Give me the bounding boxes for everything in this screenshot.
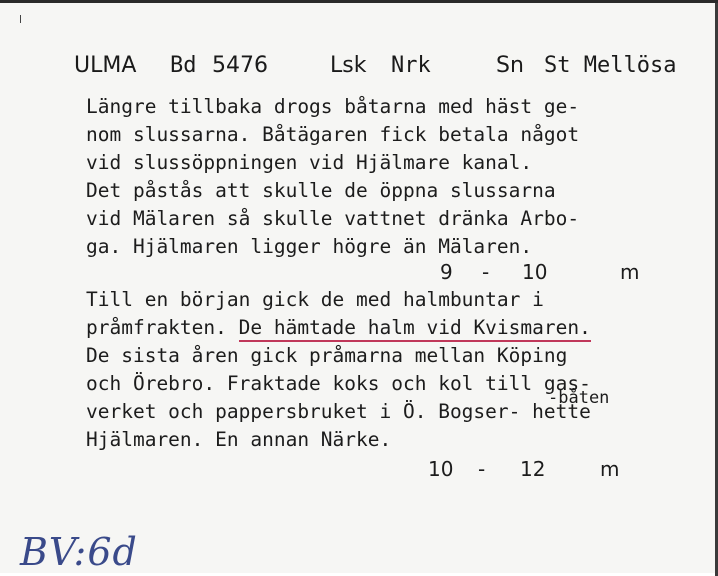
page-ref-unit: m <box>620 260 640 284</box>
text-line: och Örebro. Fraktade koks och kol till gas- <box>86 372 591 395</box>
volume-label: Bd <box>170 53 197 78</box>
corner-mark <box>20 15 21 23</box>
text-line: nom slussarna. Båtägaren fick betala något <box>86 123 580 146</box>
text-line: verket och pappersbruket i Ö. Bogser- hette <box>86 400 591 423</box>
landskap-value: Nrk <box>391 53 431 78</box>
text-line: ga. Hjälmaren ligger högre än Mälaren. <box>86 235 533 258</box>
record-number: 5476 <box>212 53 268 78</box>
archive-code: ULMA <box>74 53 137 78</box>
underlined-phrase: De hämtade halm vid Kvismaren. <box>239 316 591 342</box>
landskap-label: Lsk <box>330 53 367 78</box>
text-line: Till en början gick de med halmbuntar i <box>86 288 544 311</box>
text-line: Hjälmaren. En annan Närke. <box>86 428 392 451</box>
text-line: vid Mälaren så skulle vattnet dränka Arbo- <box>86 207 580 230</box>
page-ref-to: 10 <box>522 260 548 284</box>
socken-value: St Mellösa <box>544 53 677 78</box>
page-ref-unit: m <box>600 457 620 481</box>
text-line: Det påstås att skulle de öppna slussarna <box>86 179 556 202</box>
text-line: Längre tillbaka drogs båtarna med häst ge- <box>86 95 580 118</box>
page-ref-to: 12 <box>520 457 546 481</box>
handwritten-classification: BV:6d <box>20 530 138 574</box>
text-line: vid slussöppningen vid Hjälmare kanal. <box>86 151 533 174</box>
text-line-with-underline <box>86 314 591 342</box>
interlinear-insert: -båten <box>548 388 610 408</box>
socken-label: Sn <box>496 53 524 78</box>
page-ref-dash: - <box>478 457 486 481</box>
page-ref-from: 9 <box>440 260 453 284</box>
text-line: De sista åren gick pråmarna mellan Köping <box>86 344 568 367</box>
page-ref-from: 10 <box>428 457 454 481</box>
text-segment: pråmfrakten. <box>86 316 227 339</box>
page-ref-dash: - <box>482 260 490 284</box>
